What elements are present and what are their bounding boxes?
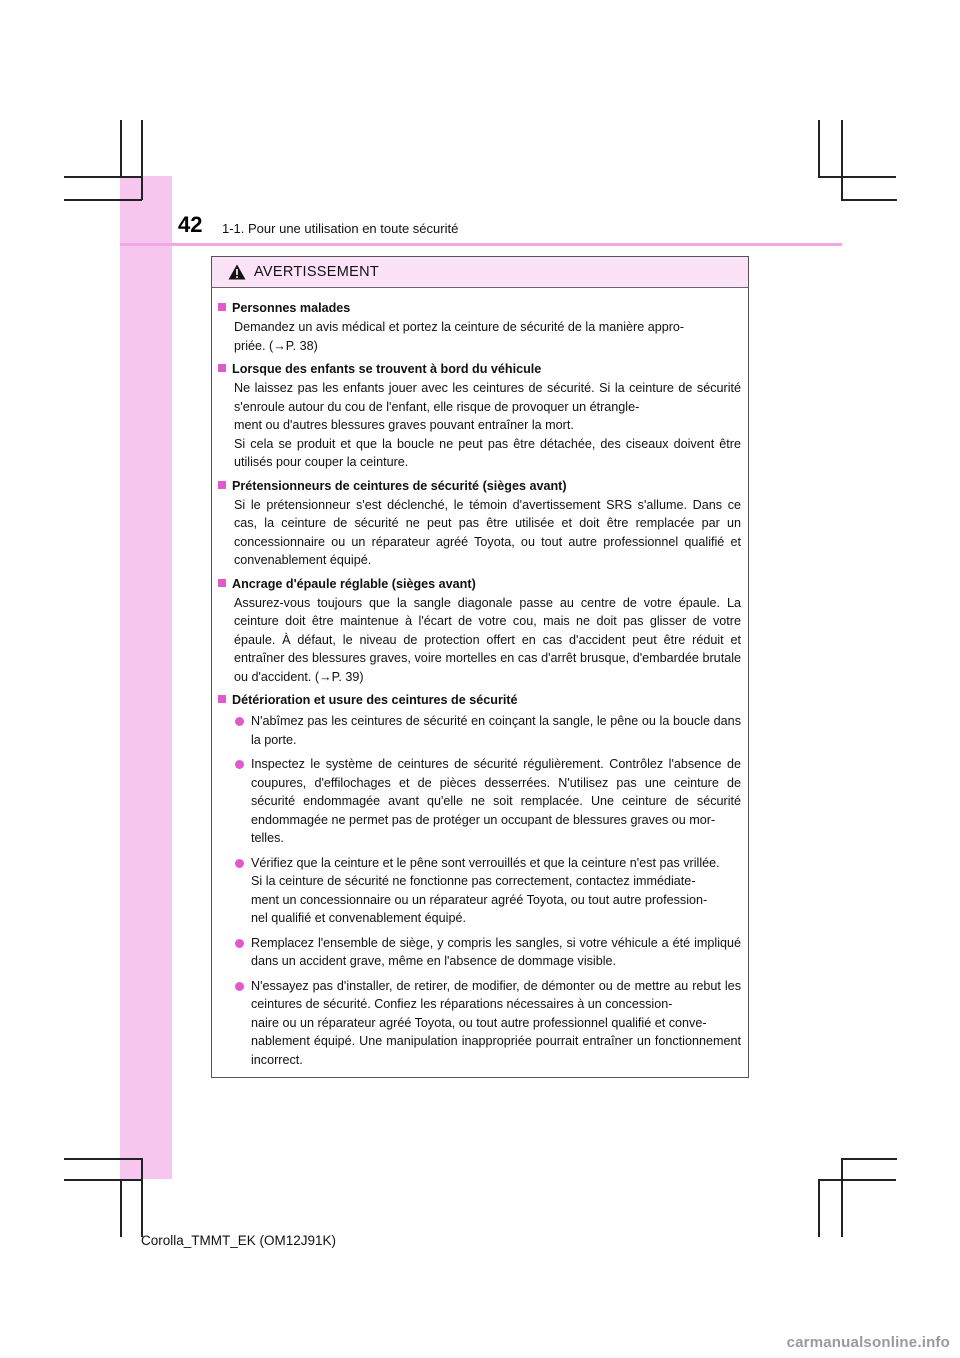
square-bullet-icon [218, 579, 226, 587]
header-divider [120, 243, 842, 246]
crop-mark [120, 1179, 122, 1237]
section-paragraph: Assurez-vous toujours que la sangle diagonale passe au centre de votre épaule. La ceinture doit être maintenue à l'écart de votre cou, mais ne doit pas glisser de votre épaule. À défaut, le niveau de protection offert en cas d'accident peut être réduit et entraîner des blessures graves, voire mortelles en cas d'arrêt brusque, d'embardée brutale ou d'accident. (→P. 39) [234, 595, 741, 684]
crop-mark [818, 120, 820, 176]
circle-bullet-icon [235, 760, 244, 769]
section-heading [217, 575, 741, 594]
square-bullet-icon [218, 364, 226, 372]
crop-mark [120, 120, 122, 176]
section-heading-text: Détérioration et usure des ceintures de sécurité [232, 693, 518, 707]
circle-bullet-icon [235, 859, 244, 868]
section-ancrage-epaule [217, 575, 741, 687]
circle-bullet-icon [235, 982, 244, 991]
circle-bullet-icon [235, 939, 244, 948]
section-heading [217, 299, 741, 318]
section-title: 1-1. Pour une utilisation en toute sécurité [222, 221, 459, 236]
list-item-text: Remplacez l'ensemble de siège, y compris les sangles, si votre véhicule a été impliqué dans un accident grave, même en l'absence de dommage visible. [251, 935, 741, 968]
crop-mark [141, 120, 143, 200]
section-paragraph: Demandez un avis médical et portez la ceinture de sécurité de la manière appro- priée. (→P. 38) [234, 320, 685, 353]
section-heading-text: Ancrage d'épaule réglable (sièges avant) [232, 576, 476, 591]
section-paragraph: Ne laissez pas les enfants jouer avec les ceintures de sécurité. Si la ceinture de sécurité s'enroule autour du cou de l'enfant, elle risque de provoquer un étrangle- ment ou d'autres blessures graves pouvant entraîner la mort. Si cela se produit et que la boucle ne peut pas être détachée, des ciseaux doivent être utilisés pour couper la ceinture. [234, 381, 741, 469]
crop-mark [64, 199, 142, 201]
crop-mark [64, 1179, 142, 1181]
watermark[interactable]: carmanualsonline.info [786, 1334, 950, 1351]
crop-mark [818, 176, 896, 178]
section-heading-text: Lorsque des enfants se trouvent à bord du véhicule [232, 362, 542, 376]
warning-header [212, 257, 748, 288]
square-bullet-icon [218, 481, 226, 489]
section-personnes-malades [217, 299, 741, 355]
list-item [235, 755, 741, 848]
list-item [235, 712, 741, 749]
list-item [235, 854, 741, 928]
square-bullet-icon [218, 303, 226, 311]
side-color-band [120, 176, 172, 1179]
list-item-text: N'abîmez pas les ceintures de sécurité en coinçant la sangle, le pêne ou la boucle dans la porte. [251, 714, 741, 747]
warning-box [211, 256, 749, 1078]
page-number: 42 [178, 212, 203, 237]
crop-mark [841, 1158, 897, 1160]
warning-body [212, 288, 748, 1069]
crop-mark [64, 176, 142, 178]
crop-mark [841, 199, 897, 201]
crop-mark [64, 1158, 142, 1160]
section-pretensionneurs [217, 477, 741, 570]
section-heading-text: Prétensionneurs de ceintures de sécurité (sièges avant) [232, 478, 567, 493]
list-item-text: Inspectez le système de ceintures de sécurité régulièrement. Contrôlez l'absence de coupures, d'effilochages et de pièces desserrées. N'utilisez pas une ceinture de sécurité endommagée avant qu'elle ne soit remplacée. Une ceinture de sécurité endommagée ne permet pas de protéger un occupant de blessures graves ou mor- telles. [251, 757, 741, 845]
square-bullet-icon [218, 695, 226, 703]
list-item [235, 934, 741, 971]
crop-mark [818, 1179, 896, 1181]
list-item-text: N'essayez pas d'installer, de retirer, de modifier, de démonter ou de mettre au rebut les ceintures de sécurité. Confiez les réparations nécessaires à un concession- naire ou un réparateur agréé Toyota, ou tout autre professionnel qualifié et conve- nablement équipé. Une manipulation inappropriée pourrait entraîner un fonctionnement incorrect. [251, 978, 741, 1067]
warning-title: AVERTISSEMENT [254, 264, 380, 280]
section-heading [217, 477, 741, 496]
section-heading [217, 691, 741, 710]
list-item-text: Vérifiez que la ceinture et le pêne sont verrouillés et que la ceinture n'est pas vrillée. Si la ceinture de sécurité ne fonctionne pas correctement, contactez immédiate- ment un concessionnaire ou un réparateur agréé Toyota, ou tout autre profession- nel qualifié et convenablement équipé. [251, 855, 720, 925]
crop-mark [841, 120, 843, 200]
warning-triangle-icon [228, 264, 246, 280]
crop-mark [841, 1158, 843, 1237]
section-enfants [217, 360, 741, 472]
list-item [235, 977, 741, 1070]
section-heading-text: Personnes malades [232, 301, 351, 315]
crop-mark [141, 1158, 143, 1237]
crop-mark [818, 1179, 820, 1237]
section-heading [217, 360, 741, 379]
section-paragraph: Si le prétensionneur s'est déclenché, le témoin d'avertissement SRS s'allume. Dans ce cas, la ceinture de sécurité ne peut pas être utilisée et doit être remplacée par un concessionnaire ou un réparateur agréé Toyota, ou tout autre professionnel qualifié et convenablement équipé. [234, 497, 741, 567]
document-code: Corolla_TMMT_EK (OM12J91K) [141, 1233, 337, 1248]
circle-bullet-icon [235, 717, 244, 726]
section-deterioration [217, 691, 741, 1069]
